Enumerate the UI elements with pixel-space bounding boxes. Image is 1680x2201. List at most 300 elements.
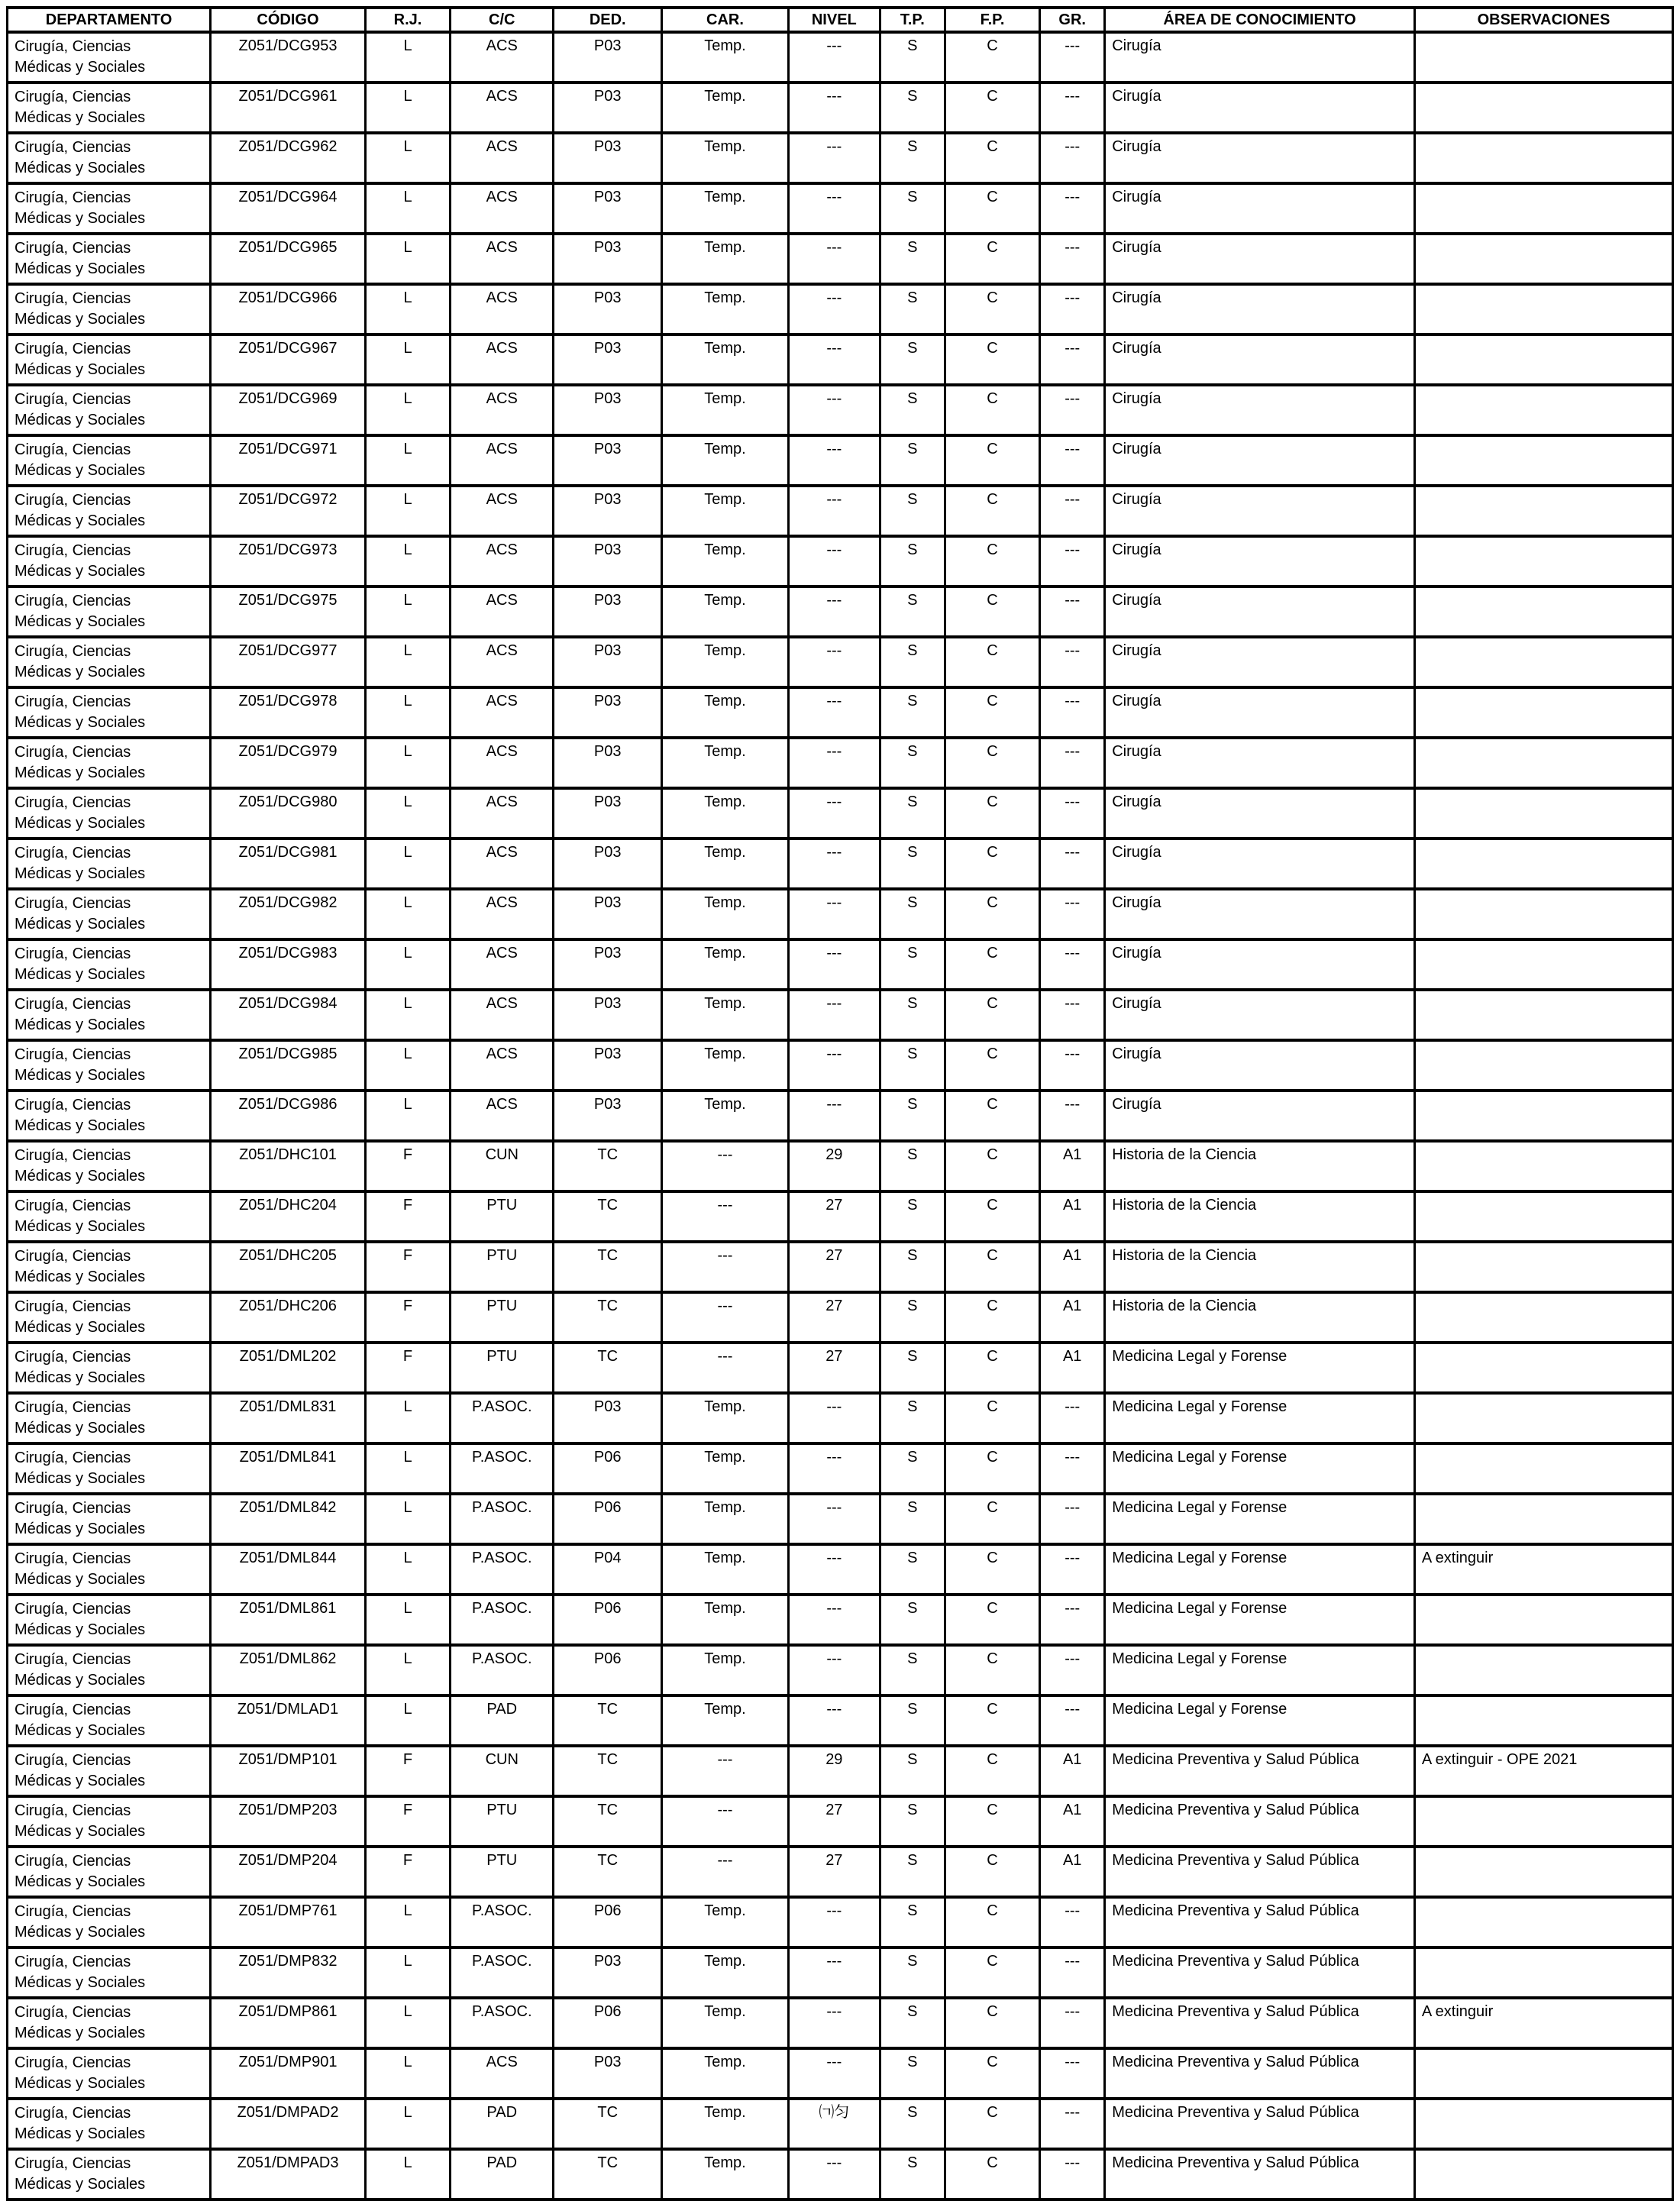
department-line-1: Cirugía, Ciencias [15, 1500, 131, 1517]
cell-nivel: --- [788, 1595, 880, 1645]
cell-tp: S [880, 1947, 945, 1998]
cell-nivel: --- [788, 939, 880, 990]
cell-nivel: --- [788, 1393, 880, 1443]
department-line-1: Cirugía, Ciencias [15, 139, 131, 156]
cell-departamento [8, 385, 211, 435]
cell-cc: ACS [451, 788, 554, 839]
cell-area: Medicina Legal y Forense [1105, 1595, 1415, 1645]
cell-codigo: Z051/DCG978 [211, 687, 366, 738]
cell-ded: P03 [554, 1040, 662, 1091]
cell-rj: F [365, 1141, 450, 1191]
cell-departamento [8, 1746, 211, 1796]
cell-ded: P06 [554, 1494, 662, 1544]
department-line-2: Médicas y Sociales [15, 563, 146, 580]
cell-tp: S [880, 587, 945, 637]
department-line-2: Médicas y Sociales [15, 1924, 146, 1941]
cell-rj: F [365, 1847, 450, 1897]
cell-gr: --- [1040, 637, 1105, 687]
department-line-1: Cirugía, Ciencias [15, 290, 131, 307]
department-line-2: Médicas y Sociales [15, 1621, 146, 1638]
cell-gr: --- [1040, 1040, 1105, 1091]
cell-observaciones [1414, 1494, 1672, 1544]
cell-codigo: Z051/DCG961 [211, 82, 366, 133]
department-line-2: Médicas y Sociales [15, 260, 146, 277]
cell-ded: P03 [554, 32, 662, 82]
cell-nivel: --- [788, 1494, 880, 1544]
cell-fp: C [945, 1141, 1039, 1191]
cell-rj: F [365, 1343, 450, 1393]
cell-ded: P03 [554, 486, 662, 536]
cell-tp: S [880, 234, 945, 284]
table-row [8, 1443, 1673, 1494]
cell-gr: --- [1040, 1595, 1105, 1645]
cell-cc: PTU [451, 1343, 554, 1393]
table-row [8, 1897, 1673, 1947]
cell-codigo: Z051/DML831 [211, 1393, 366, 1443]
cell-area: Medicina Preventiva y Salud Pública [1105, 1746, 1415, 1796]
cell-nivel: --- [788, 1998, 880, 2048]
department-line-1: Cirugía, Ciencias [15, 38, 131, 55]
cell-observaciones [1414, 1343, 1672, 1393]
table-row [8, 133, 1673, 183]
cell-codigo: Z051/DHC101 [211, 1141, 366, 1191]
cell-nivel: 29 [788, 1746, 880, 1796]
cell-gr: --- [1040, 990, 1105, 1040]
table-row [8, 1393, 1673, 1443]
department-line-2: Médicas y Sociales [15, 109, 146, 126]
cell-rj: L [365, 2149, 450, 2199]
department-line-1: Cirugía, Ciencias [15, 1601, 131, 1618]
cell-car: Temp. [662, 990, 789, 1040]
department-line-1: Cirugía, Ciencias [15, 492, 131, 509]
department-line-1: Cirugía, Ciencias [15, 1450, 131, 1466]
cell-area: Cirugía [1105, 637, 1415, 687]
cell-nivel: 27 [788, 1242, 880, 1292]
cell-codigo: Z051/DCG972 [211, 486, 366, 536]
cell-observaciones [1414, 1191, 1672, 1242]
cell-departamento [8, 1343, 211, 1393]
cell-fp: C [945, 990, 1039, 1040]
cell-departamento [8, 1645, 211, 1695]
cell-tp: S [880, 2149, 945, 2199]
cell-tp: S [880, 788, 945, 839]
cell-departamento [8, 82, 211, 133]
department-line-2: Médicas y Sociales [15, 1873, 146, 1890]
cell-rj: L [365, 234, 450, 284]
cell-rj: L [365, 839, 450, 889]
cell-ded: TC [554, 1847, 662, 1897]
cell-ded: P06 [554, 1645, 662, 1695]
cell-codigo: Z051/DML841 [211, 1443, 366, 1494]
cell-rj: F [365, 1191, 450, 1242]
department-line-1: Cirugía, Ciencias [15, 240, 131, 257]
cell-fp: C [945, 335, 1039, 385]
department-line-1: Cirugía, Ciencias [15, 1752, 131, 1769]
cell-car: --- [662, 1847, 789, 1897]
table-row [8, 1595, 1673, 1645]
cell-codigo: Z051/DML862 [211, 1645, 366, 1695]
department-line-1: Cirugía, Ciencias [15, 895, 131, 912]
cell-car: Temp. [662, 738, 789, 788]
cell-area: Cirugía [1105, 1091, 1415, 1141]
cell-tp: S [880, 1242, 945, 1292]
cell-cc: ACS [451, 587, 554, 637]
cell-gr: A1 [1040, 1191, 1105, 1242]
cell-observaciones [1414, 1141, 1672, 1191]
cell-area: Medicina Preventiva y Salud Pública [1105, 2149, 1415, 2199]
cell-departamento [8, 133, 211, 183]
cell-nivel: --- [788, 687, 880, 738]
cell-area: Medicina Legal y Forense [1105, 1393, 1415, 1443]
table-row [8, 82, 1673, 133]
department-line-2: Médicas y Sociales [15, 1218, 146, 1235]
cell-tp: S [880, 1191, 945, 1242]
cell-area: Cirugía [1105, 133, 1415, 183]
cell-rj: L [365, 486, 450, 536]
department-line-2: Médicas y Sociales [15, 512, 146, 529]
cell-codigo: Z051/DMPAD2 [211, 2099, 366, 2149]
cell-cc: P.ASOC. [451, 1393, 554, 1443]
cell-tp: S [880, 738, 945, 788]
cell-gr: --- [1040, 133, 1105, 183]
cell-area: Medicina Preventiva y Salud Pública [1105, 1796, 1415, 1847]
cell-codigo: Z051/DCG975 [211, 587, 366, 637]
department-line-2: Médicas y Sociales [15, 2125, 146, 2142]
cell-gr: --- [1040, 183, 1105, 234]
cell-cc: ACS [451, 939, 554, 990]
cell-codigo: Z051/DCG971 [211, 435, 366, 486]
cell-codigo: Z051/DCG965 [211, 234, 366, 284]
cell-ded: P03 [554, 889, 662, 939]
cell-area: Historia de la Ciencia [1105, 1242, 1415, 1292]
cell-observaciones [1414, 788, 1672, 839]
cell-car: Temp. [662, 2149, 789, 2199]
cell-observaciones [1414, 1847, 1672, 1897]
cell-fp: C [945, 1998, 1039, 2048]
cell-observaciones [1414, 536, 1672, 587]
cell-area: Cirugía [1105, 1040, 1415, 1091]
department-line-2: Médicas y Sociales [15, 1974, 146, 1991]
cell-car: Temp. [662, 1091, 789, 1141]
cell-fp: C [945, 2099, 1039, 2149]
cell-departamento [8, 1796, 211, 1847]
department-line-2: Médicas y Sociales [15, 1269, 146, 1285]
col-header-fp: F.P. [945, 8, 1039, 32]
cell-departamento [8, 637, 211, 687]
department-line-2: Médicas y Sociales [15, 462, 146, 479]
cell-rj: L [365, 1494, 450, 1544]
cell-fp: C [945, 1443, 1039, 1494]
cell-car: Temp. [662, 1040, 789, 1091]
cell-gr: --- [1040, 82, 1105, 133]
cell-nivel: --- [788, 1443, 880, 1494]
cell-tp: S [880, 1847, 945, 1897]
table-row [8, 486, 1673, 536]
table-row [8, 587, 1673, 637]
department-line-2: Médicas y Sociales [15, 1420, 146, 1437]
cell-area: Cirugía [1105, 486, 1415, 536]
cell-tp: S [880, 990, 945, 1040]
cell-cc: P.ASOC. [451, 1897, 554, 1947]
cell-codigo: Z051/DCG980 [211, 788, 366, 839]
cell-cc: ACS [451, 385, 554, 435]
cell-codigo: Z051/DMP861 [211, 1998, 366, 2048]
cell-tp: S [880, 687, 945, 738]
department-line-1: Cirugía, Ciencias [15, 1349, 131, 1366]
cell-codigo: Z051/DCG962 [211, 133, 366, 183]
cell-rj: L [365, 1695, 450, 1746]
cell-observaciones [1414, 1443, 1672, 1494]
department-line-1: Cirugía, Ciencias [15, 593, 131, 609]
cell-codigo: Z051/DML861 [211, 1595, 366, 1645]
table-row [8, 788, 1673, 839]
cell-cc: P.ASOC. [451, 1595, 554, 1645]
cell-codigo: Z051/DCG977 [211, 637, 366, 687]
cell-gr: --- [1040, 1645, 1105, 1695]
cell-nivel: --- [788, 385, 880, 435]
department-line-1: Cirugía, Ciencias [15, 744, 131, 761]
cell-departamento [8, 183, 211, 234]
cell-observaciones [1414, 2099, 1672, 2149]
cell-observaciones [1414, 990, 1672, 1040]
cell-fp: C [945, 1343, 1039, 1393]
cell-cc: ACS [451, 1091, 554, 1141]
cell-tp: S [880, 2048, 945, 2099]
table-row [8, 687, 1673, 738]
department-line-1: Cirugía, Ciencias [15, 1046, 131, 1063]
table-row [8, 385, 1673, 435]
cell-observaciones [1414, 2048, 1672, 2099]
cell-codigo: Z051/DCG973 [211, 536, 366, 587]
cell-observaciones [1414, 889, 1672, 939]
cell-tp: S [880, 1443, 945, 1494]
cell-rj: L [365, 435, 450, 486]
cell-ded: P03 [554, 385, 662, 435]
cell-observaciones [1414, 687, 1672, 738]
cell-nivel: --- [788, 839, 880, 889]
cell-tp: S [880, 1544, 945, 1595]
table-row [8, 32, 1673, 82]
cell-codigo: Z051/DML202 [211, 1343, 366, 1393]
cell-cc: CUN [451, 1746, 554, 1796]
cell-gr: --- [1040, 32, 1105, 82]
col-header-nivel: NIVEL [788, 8, 880, 32]
cell-fp: C [945, 587, 1039, 637]
cell-gr: --- [1040, 788, 1105, 839]
cell-departamento [8, 1695, 211, 1746]
department-line-2: Médicas y Sociales [15, 1470, 146, 1487]
cell-tp: S [880, 1746, 945, 1796]
cell-gr: --- [1040, 2099, 1105, 2149]
col-header-codigo: CÓDIGO [211, 8, 366, 32]
col-header-ded: DED. [554, 8, 662, 32]
cell-rj: L [365, 1091, 450, 1141]
cell-rj: L [365, 1645, 450, 1695]
cell-cc: ACS [451, 536, 554, 587]
cell-rj: L [365, 2048, 450, 2099]
cell-observaciones [1414, 738, 1672, 788]
cell-area: Historia de la Ciencia [1105, 1191, 1415, 1242]
cell-ded: P03 [554, 133, 662, 183]
cell-ded: P03 [554, 536, 662, 587]
cell-observaciones [1414, 1947, 1672, 1998]
cell-area: Medicina Preventiva y Salud Pública [1105, 1897, 1415, 1947]
department-line-1: Cirugía, Ciencias [15, 1248, 131, 1265]
department-line-1: Cirugía, Ciencias [15, 945, 131, 962]
cell-car: Temp. [662, 1595, 789, 1645]
department-line-1: Cirugía, Ciencias [15, 1702, 131, 1718]
table-row [8, 183, 1673, 234]
cell-car: Temp. [662, 939, 789, 990]
cell-departamento [8, 738, 211, 788]
table-row [8, 1494, 1673, 1544]
cell-codigo: Z051/DMP832 [211, 1947, 366, 1998]
cell-rj: L [365, 183, 450, 234]
cell-area: Cirugía [1105, 839, 1415, 889]
cell-observaciones: A extinguir [1414, 1998, 1672, 2048]
cell-gr: --- [1040, 2048, 1105, 2099]
department-line-1: Cirugía, Ciencias [15, 1399, 131, 1416]
cell-car: Temp. [662, 133, 789, 183]
cell-nivel: --- [788, 889, 880, 939]
cell-cc: ACS [451, 889, 554, 939]
department-line-2: Médicas y Sociales [15, 2075, 146, 2092]
cell-departamento [8, 1141, 211, 1191]
cell-cc: ACS [451, 1040, 554, 1091]
department-line-1: Cirugía, Ciencias [15, 996, 131, 1013]
department-line-2: Médicas y Sociales [15, 311, 146, 328]
cell-observaciones [1414, 183, 1672, 234]
cell-nivel: --- [788, 536, 880, 587]
cell-ded: P03 [554, 687, 662, 738]
cell-rj: L [365, 1998, 450, 2048]
department-line-1: Cirugía, Ciencias [15, 1651, 131, 1668]
cell-tp: S [880, 939, 945, 990]
cell-tp: S [880, 183, 945, 234]
cell-rj: L [365, 1443, 450, 1494]
cell-ded: TC [554, 2149, 662, 2199]
cell-rj: L [365, 687, 450, 738]
cell-nivel: --- [788, 234, 880, 284]
table-row [8, 435, 1673, 486]
cell-codigo: Z051/DMP204 [211, 1847, 366, 1897]
cell-ded: TC [554, 2099, 662, 2149]
cell-ded: P03 [554, 1947, 662, 1998]
cell-car: --- [662, 1292, 789, 1343]
cell-gr: --- [1040, 1091, 1105, 1141]
cell-fp: C [945, 1947, 1039, 1998]
department-line-2: Médicas y Sociales [15, 1773, 146, 1789]
department-line-2: Médicas y Sociales [15, 361, 146, 378]
cell-fp: C [945, 1595, 1039, 1645]
cell-nivel: --- [788, 1040, 880, 1091]
cell-codigo: Z051/DCG983 [211, 939, 366, 990]
cell-rj: L [365, 990, 450, 1040]
table-row [8, 889, 1673, 939]
cell-codigo: Z051/DCG985 [211, 1040, 366, 1091]
cell-car: Temp. [662, 889, 789, 939]
cell-nivel: 27 [788, 1292, 880, 1343]
table-row [8, 1242, 1673, 1292]
cell-fp: C [945, 1292, 1039, 1343]
table-row [8, 1292, 1673, 1343]
col-header-cc: C/C [451, 8, 554, 32]
cell-ded: P03 [554, 82, 662, 133]
department-line-2: Médicas y Sociales [15, 613, 146, 630]
cell-departamento [8, 990, 211, 1040]
cell-car: Temp. [662, 687, 789, 738]
cell-car: Temp. [662, 2099, 789, 2149]
department-line-2: Médicas y Sociales [15, 865, 146, 882]
cell-departamento [8, 1040, 211, 1091]
cell-departamento [8, 1443, 211, 1494]
cell-observaciones [1414, 284, 1672, 335]
department-line-1: Cirugía, Ciencias [15, 391, 131, 408]
cell-cc: ACS [451, 839, 554, 889]
cell-fp: C [945, 435, 1039, 486]
cell-cc: ACS [451, 738, 554, 788]
cell-rj: F [365, 1242, 450, 1292]
cell-tp: S [880, 1695, 945, 1746]
cell-codigo: Z051/DCG982 [211, 889, 366, 939]
cell-car: Temp. [662, 234, 789, 284]
cell-cc: CUN [451, 1141, 554, 1191]
cell-area: Cirugía [1105, 32, 1415, 82]
cell-observaciones [1414, 1796, 1672, 1847]
cell-observaciones [1414, 1897, 1672, 1947]
cell-rj: L [365, 788, 450, 839]
cell-departamento [8, 788, 211, 839]
cell-tp: S [880, 1292, 945, 1343]
cell-ded: P03 [554, 788, 662, 839]
cell-tp: S [880, 1343, 945, 1393]
cell-cc: PAD [451, 1695, 554, 1746]
cell-ded: P06 [554, 1595, 662, 1645]
cell-cc: ACS [451, 990, 554, 1040]
cell-car: Temp. [662, 335, 789, 385]
cell-area: Cirugía [1105, 284, 1415, 335]
cell-cc: ACS [451, 687, 554, 738]
department-line-2: Médicas y Sociales [15, 764, 146, 781]
cell-ded: P03 [554, 435, 662, 486]
cell-departamento [8, 2149, 211, 2199]
cell-fp: C [945, 1645, 1039, 1695]
cell-ded: P06 [554, 1897, 662, 1947]
cell-cc: PTU [451, 1796, 554, 1847]
department-line-1: Cirugía, Ciencias [15, 2004, 131, 2021]
cell-fp: C [945, 1393, 1039, 1443]
cell-gr: --- [1040, 1695, 1105, 1746]
table-row [8, 1645, 1673, 1695]
department-line-1: Cirugía, Ciencias [15, 1903, 131, 1920]
table-row [8, 536, 1673, 587]
cell-cc: PTU [451, 1847, 554, 1897]
table-row [8, 284, 1673, 335]
cell-tp: S [880, 839, 945, 889]
cell-rj: L [365, 1595, 450, 1645]
cell-tp: S [880, 32, 945, 82]
cell-car: Temp. [662, 1393, 789, 1443]
cell-codigo: Z051/DMP761 [211, 1897, 366, 1947]
department-line-2: Médicas y Sociales [15, 966, 146, 983]
department-line-2: Médicas y Sociales [15, 412, 146, 428]
cell-nivel: --- [788, 990, 880, 1040]
cell-nivel: --- [788, 284, 880, 335]
table-row [8, 1343, 1673, 1393]
department-line-2: Médicas y Sociales [15, 916, 146, 932]
cell-area: Cirugía [1105, 889, 1415, 939]
cell-rj: L [365, 1040, 450, 1091]
